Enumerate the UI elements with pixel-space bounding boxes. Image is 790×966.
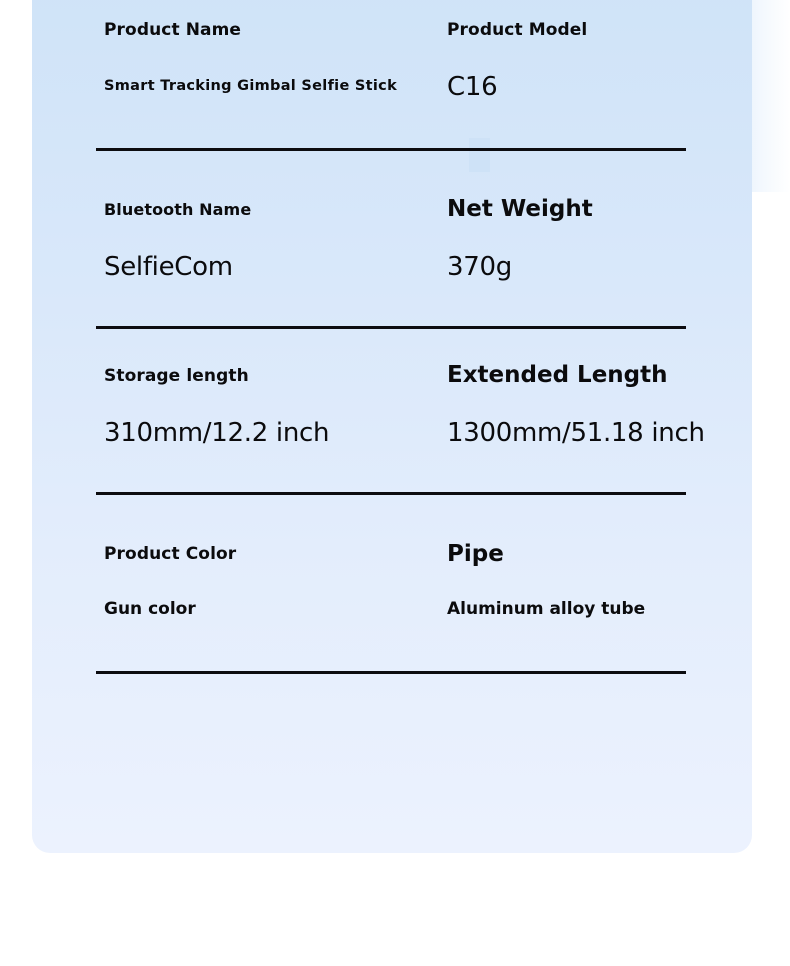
background-glare-strip [469,138,490,172]
product-color-label: Product Color [104,544,237,564]
extended-length-label: Extended Length [447,362,668,388]
product-model-label: Product Model [447,20,588,40]
product-name-value: Smart Tracking Gimbal Selfie Stick [104,78,398,94]
row-divider-2 [96,326,686,329]
row-divider-3 [96,492,686,495]
extended-length-value: 1300mm/51.18 inch [447,418,705,448]
row-divider-4 [96,671,686,674]
storage-length-label: Storage length [104,366,249,386]
net-weight-value: 370g [447,252,512,282]
row-divider-1 [96,148,686,151]
product-color-value: Gun color [104,599,196,619]
pipe-value: Aluminum alloy tube [447,599,646,619]
storage-length-value: 310mm/12.2 inch [104,418,330,448]
bluetooth-name-label: Bluetooth Name [104,200,252,219]
net-weight-label: Net Weight [447,196,593,222]
product-name-label: Product Name [104,20,242,40]
product-model-value: C16 [447,72,498,102]
bluetooth-name-value: SelfieCom [104,252,233,282]
pipe-label: Pipe [447,541,504,567]
